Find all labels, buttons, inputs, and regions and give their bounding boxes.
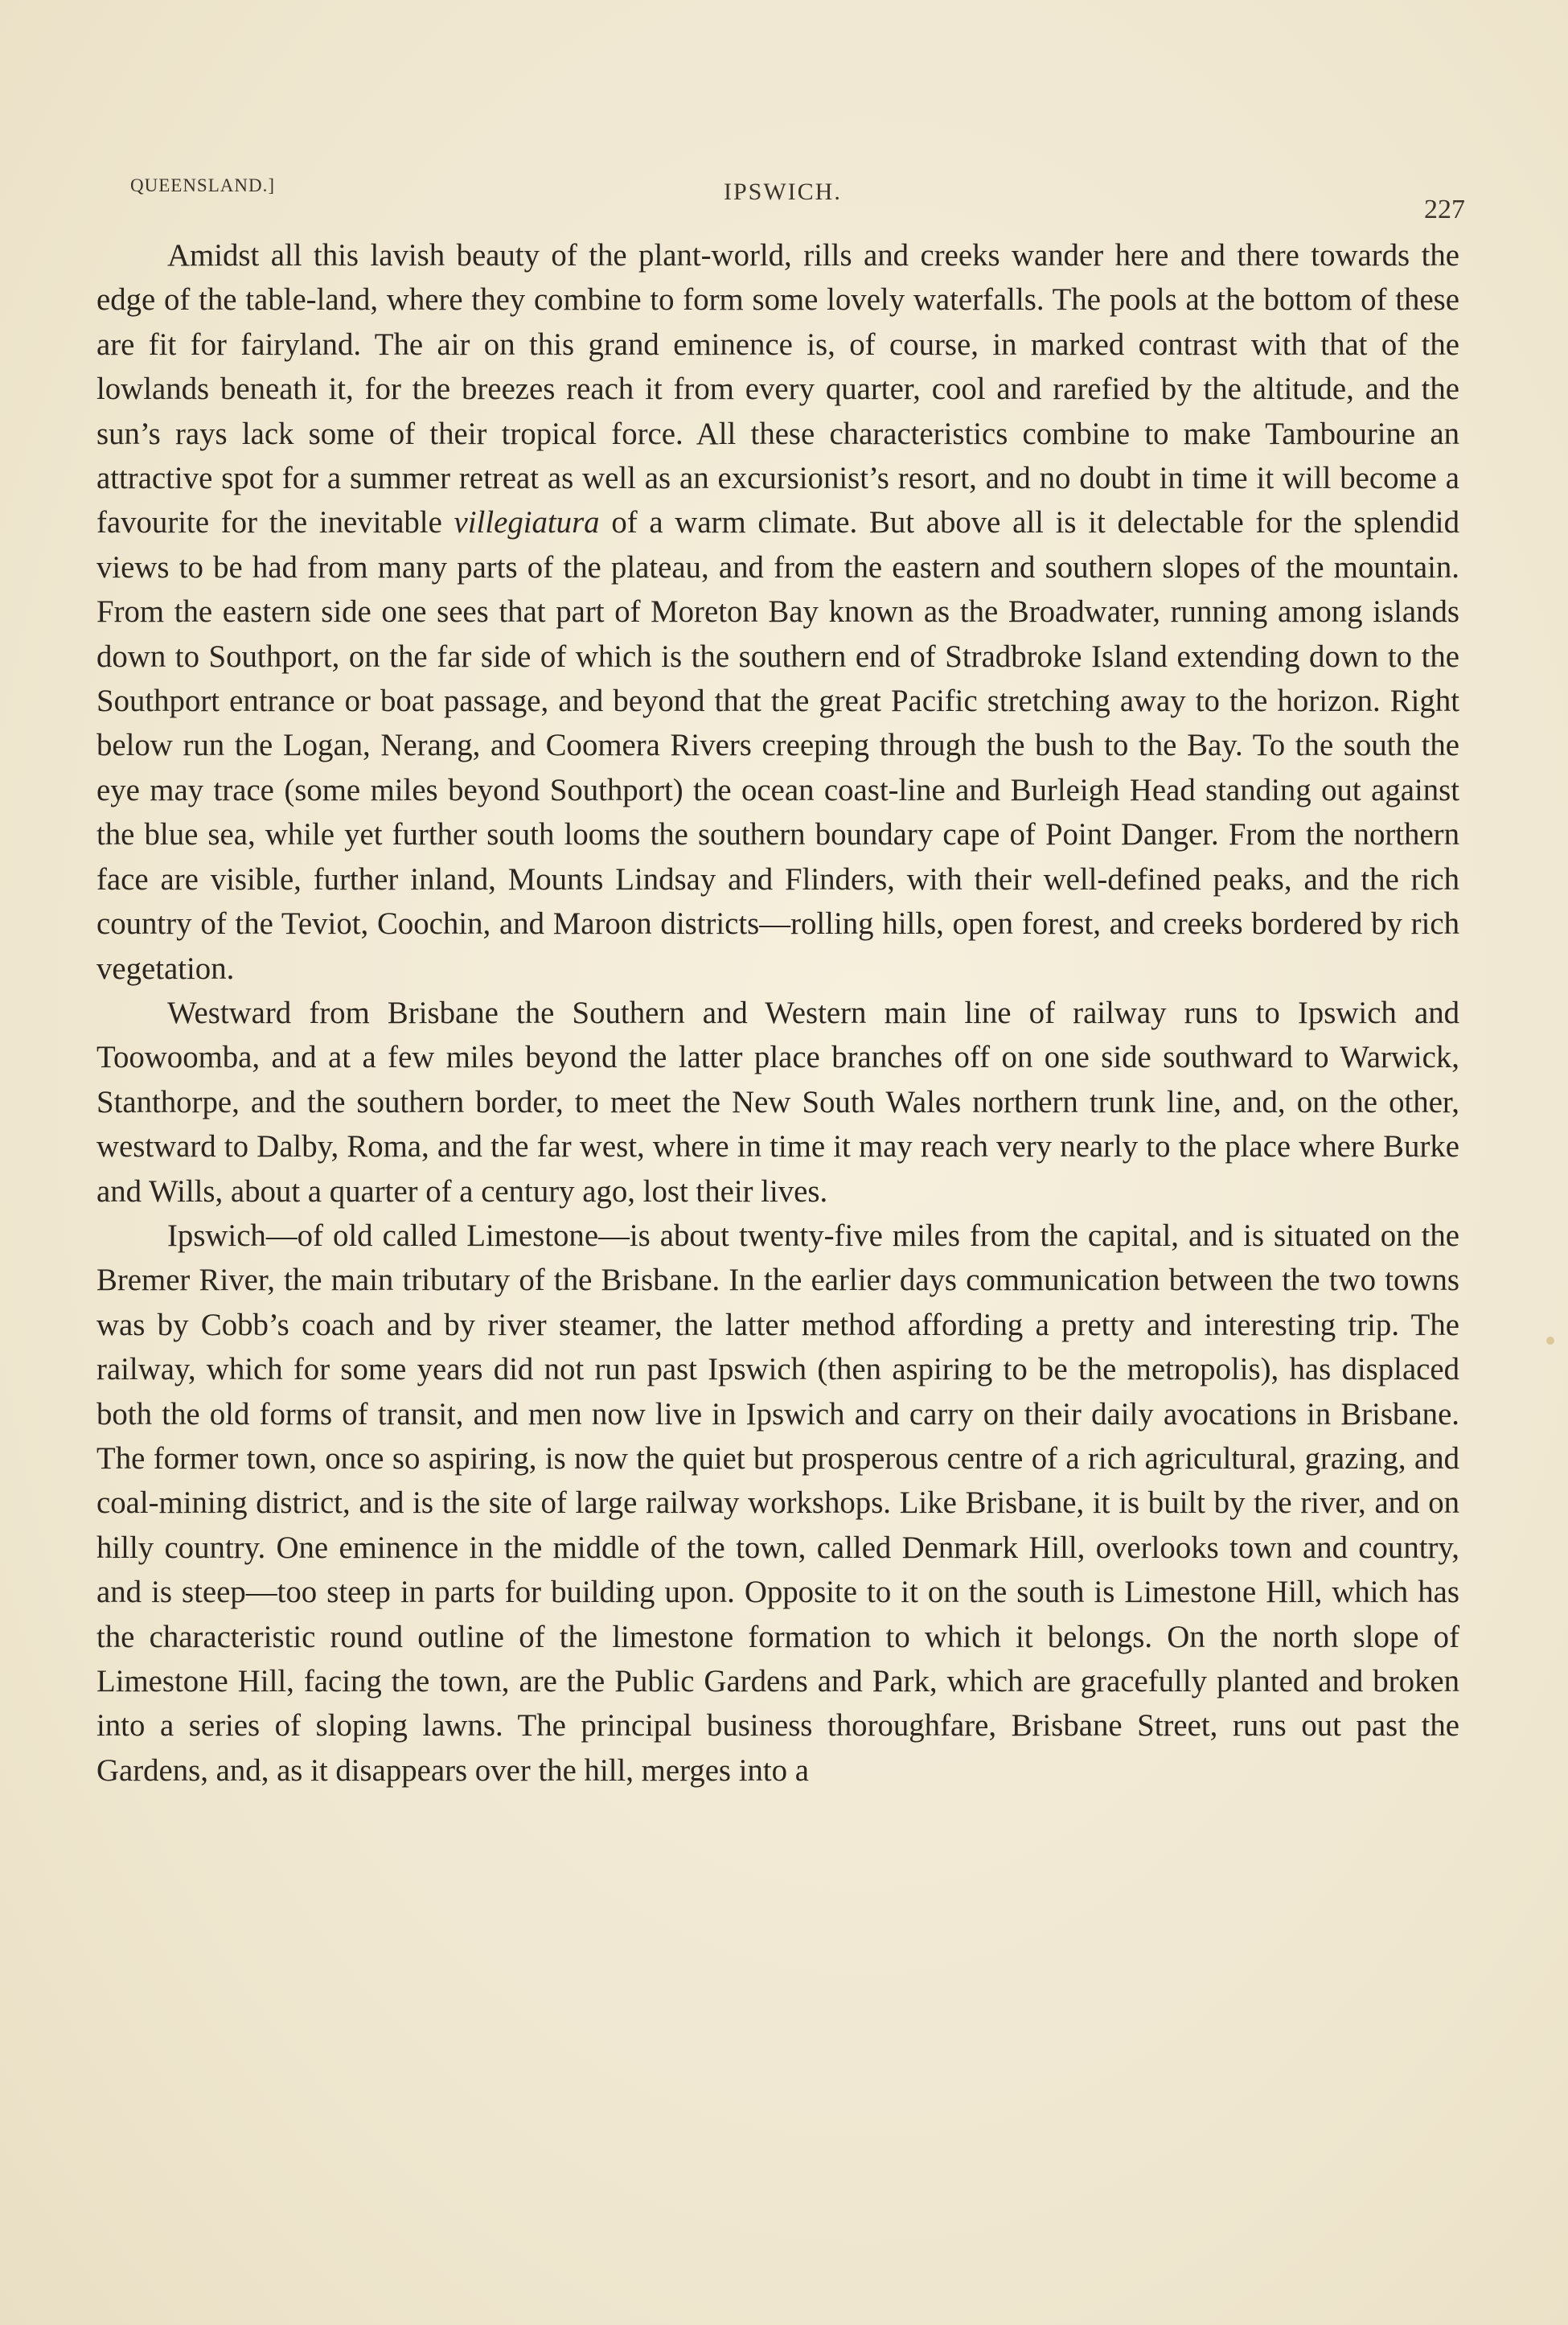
running-head: [130, 170, 1465, 224]
page-number: 227: [1424, 195, 1465, 224]
paragraph-ipswich: Ipswich—of old called Limestone—is about twenty-five miles from the capital, and is situated on the Bremer River, the main tributary of the Brisbane. In the earlier days communication between the two towns was by Cobb’s coach and by river steamer, the latter method affording a pretty and interesting trip. The railway, which for some years did not run past Ipswich (then aspiring to be the metropolis), has displaced both the old forms of transit, and men now live in Ipswich and carry on their daily avocations in Brisbane. The former town, once so aspiring, is now the quiet but prosperous centre of a rich agricultural, grazing, and coal-mining district, and is the site of large railway workshops. Like Brisbane, it is built by the river, and on hilly country. One eminence in the middle of the town, called Denmark Hill, overlooks town and country, and is steep—too steep in parts for building upon. Opposite to it on the south is Limestone Hill, which has the characteristic round outline of the limestone formation to which it belongs. On the north slope of Limestone Hill, facing the town, are the Public Gardens and Park, which are gracefully planted and broken into a series of sloping lawns. The principal business thoroughfare, Brisbane Street, runs out past the Gardens, and, as it disappears over the hill, merges into a: [96, 1218, 1459, 1788]
paragraph-tambourine: [96, 233, 1459, 991]
body-text: [96, 233, 1459, 1793]
paper-stain: [1546, 1337, 1554, 1345]
italic-term: villegiatura: [454, 505, 600, 540]
paragraph-railway: Westward from Brisbane the Southern and Western main line of railway runs to Ipswich and Toowoomba, and at a few miles beyond the latter place branches off on one side southward to Warwick, Stanthorpe, and the southern border, to meet the New South Wales northern trunk line, and, on the other, westward to Dalby, Roma, and the far west, where in time it may reach very nearly to the place where Burke and Wills, about a quarter of a century ago, lost their lives.: [96, 995, 1459, 1209]
paragraph-text: Amidst all this lavish beauty of the plant-world, rills and creeks wander here and there towards the edge of the table-land, where they combine to form some lovely waterfalls. The pools at the bottom of these are fit for fairyland. The air on this grand eminence is, of course, in marked contrast with that of the lowlands beneath it, for the breezes reach it from every quarter, cool and rarefied by the altitude, and the sun’s rays lack some of their tropical force. All these characteristics combine to make Tambourine an attractive spot for a summer retreat as well as an excursionist’s resort, and no doubt in time it will become a favourite for the inevitable: [96, 238, 1459, 540]
section-label: QUEENSLAND.]: [130, 175, 276, 195]
page-title: IPSWICH.: [724, 179, 842, 205]
paragraph-text: of a warm climate. But above all is it delectable for the splendid views to be had from many parts of the plateau, and from the eastern and southern slopes of the mountain. From the eastern side one sees that part of Moreton Bay known as the Broadwater, running among islands down to Southport, on the far side of which is the southern end of Stradbroke Island extending down to the Southport entrance or boat passage, and beyond that the great Pacific stretching away to the horizon. Right below run the Logan, Nerang, and Coomera Rivers creeping through the bush to the Bay. To the south the eye may trace (some miles beyond Southport) the ocean coast-line and Burleigh Head standing out against the blue sea, while yet further south looms the southern boundary cape of Point Danger. From the northern face are visible, further inland, Mounts Lindsay and Flinders, with their well-defined peaks, and the rich country of the Teviot, Coochin, and Maroon districts—rolling hills, open forest, and creeks bordered by rich vegetation.: [96, 505, 1459, 986]
